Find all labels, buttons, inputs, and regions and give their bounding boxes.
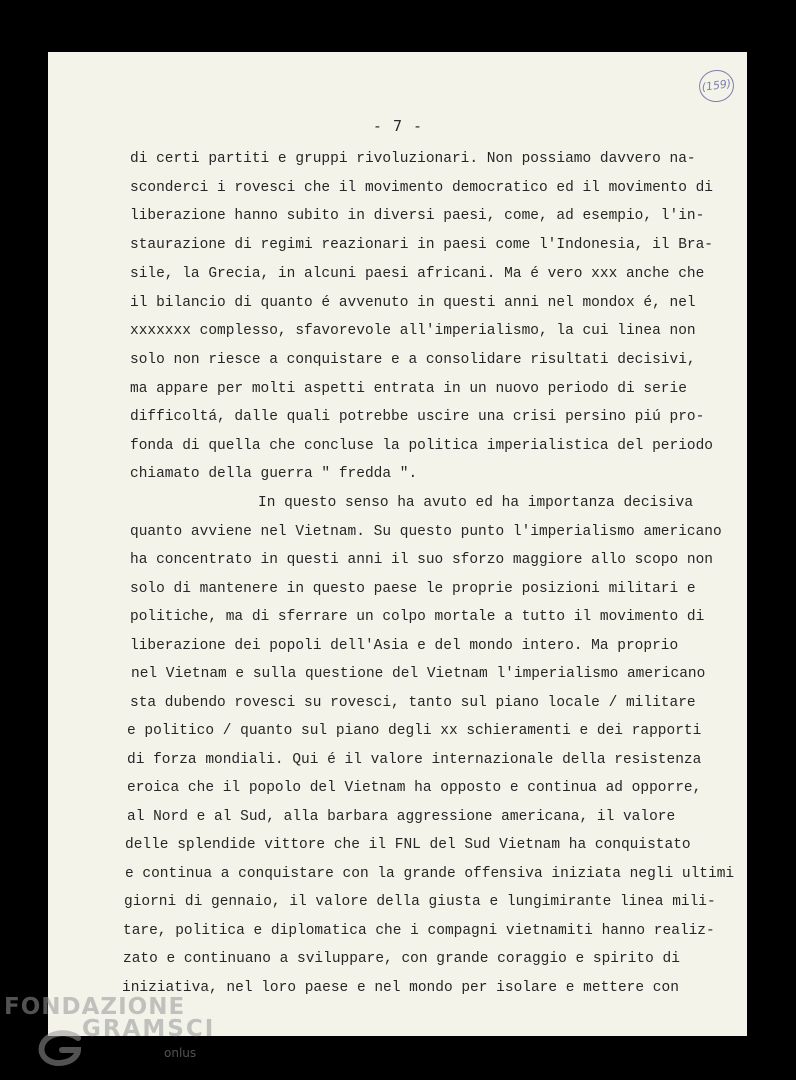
text-line: e politico / quanto sul piano degli xx schieramenti e dei rapporti <box>127 723 702 739</box>
archive-number-stamp: (159) <box>697 68 736 105</box>
text-line: In questo senso ha avuto ed ha importanza decisiva <box>258 495 694 511</box>
watermark-foundation: FONDAZIONE <box>4 994 186 1020</box>
text-line: chiamato della guerra " fredda ". <box>130 466 418 482</box>
text-line: giorni di gennaio, il valore della giusta e lungimirante linea mili- <box>124 894 716 910</box>
text-line: il bilancio di quanto é avvenuto in questi anni nel mondox é, nel <box>130 295 696 311</box>
text-line: ma appare per molti aspetti entrata in un nuovo periodo di serie <box>130 381 687 397</box>
text-line: e continua a conquistare con la grande offensiva iniziata negli ultimi <box>125 866 735 882</box>
text-line: eroica che il popolo del Vietnam ha opposto e continua ad opporre, <box>127 780 702 796</box>
text-line: iniziativa, nel loro paese e nel mondo per isolare e mettere con <box>122 980 679 996</box>
text-line: liberazione hanno subito in diversi paesi, come, ad esempio, l'in- <box>130 208 705 224</box>
text-line: staurazione di regimi reazionari in paesi come l'Indonesia, il Bra- <box>130 237 713 253</box>
text-line: politiche, ma di sferrare un colpo mortale a tutto il movimento di <box>130 609 705 625</box>
text-line: solo non riesce a conquistare e a consolidare risultati decisivi, <box>130 352 696 368</box>
watermark-onlus: onlus <box>164 1046 197 1060</box>
text-line: ha concentrato in questi anni il suo sforzo maggiore allo scopo non <box>130 552 713 568</box>
text-line: di forza mondiali. Qui é il valore internazionale della resistenza <box>127 752 702 768</box>
text-line: zato e continuano a sviluppare, con grande coraggio e spirito di <box>123 951 680 967</box>
text-line: tare, politica e diplomatica che i compagni vietnamiti hanno realiz- <box>123 923 715 939</box>
text-line: liberazione dei popoli dell'Asia e del mondo intero. Ma proprio <box>130 638 679 654</box>
page-number: - 7 - <box>372 117 424 135</box>
watermark-gramsci: GRAMSCI <box>82 1016 216 1042</box>
text-line: solo di mantenere in questo paese le proprie posizioni militari e <box>130 581 696 597</box>
text-line: sile, la Grecia, in alcuni paesi africani. Ma é vero xxx anche che <box>130 266 705 282</box>
archive-watermark <box>4 990 216 1080</box>
text-line: difficoltá, dalle quali potrebbe uscire una crisi persino piú pro- <box>130 409 705 425</box>
text-line: di certi partiti e gruppi rivoluzionari. Non possiamo davvero na- <box>130 151 696 167</box>
text-line: quanto avviene nel Vietnam. Su questo punto l'imperialismo americano <box>130 524 722 540</box>
text-line: sta dubendo rovesci su rovesci, tanto sul piano locale / militare <box>130 695 696 711</box>
text-line: delle splendide vittore che il FNL del Sud Vietnam ha conquistato <box>125 837 691 853</box>
text-line: fonda di quella che concluse la politica imperialistica del periodo <box>130 438 713 454</box>
text-line: al Nord e al Sud, alla barbara aggressione americana, il valore <box>127 809 676 825</box>
text-line: sconderci i rovesci che il movimento democratico ed il movimento di <box>130 180 713 196</box>
text-line: nel Vietnam e sulla questione del Vietnam l'imperialismo americano <box>131 666 706 682</box>
text-line: xxxxxxx complesso, sfavorevole all'imperialismo, la cui linea non <box>130 323 696 339</box>
